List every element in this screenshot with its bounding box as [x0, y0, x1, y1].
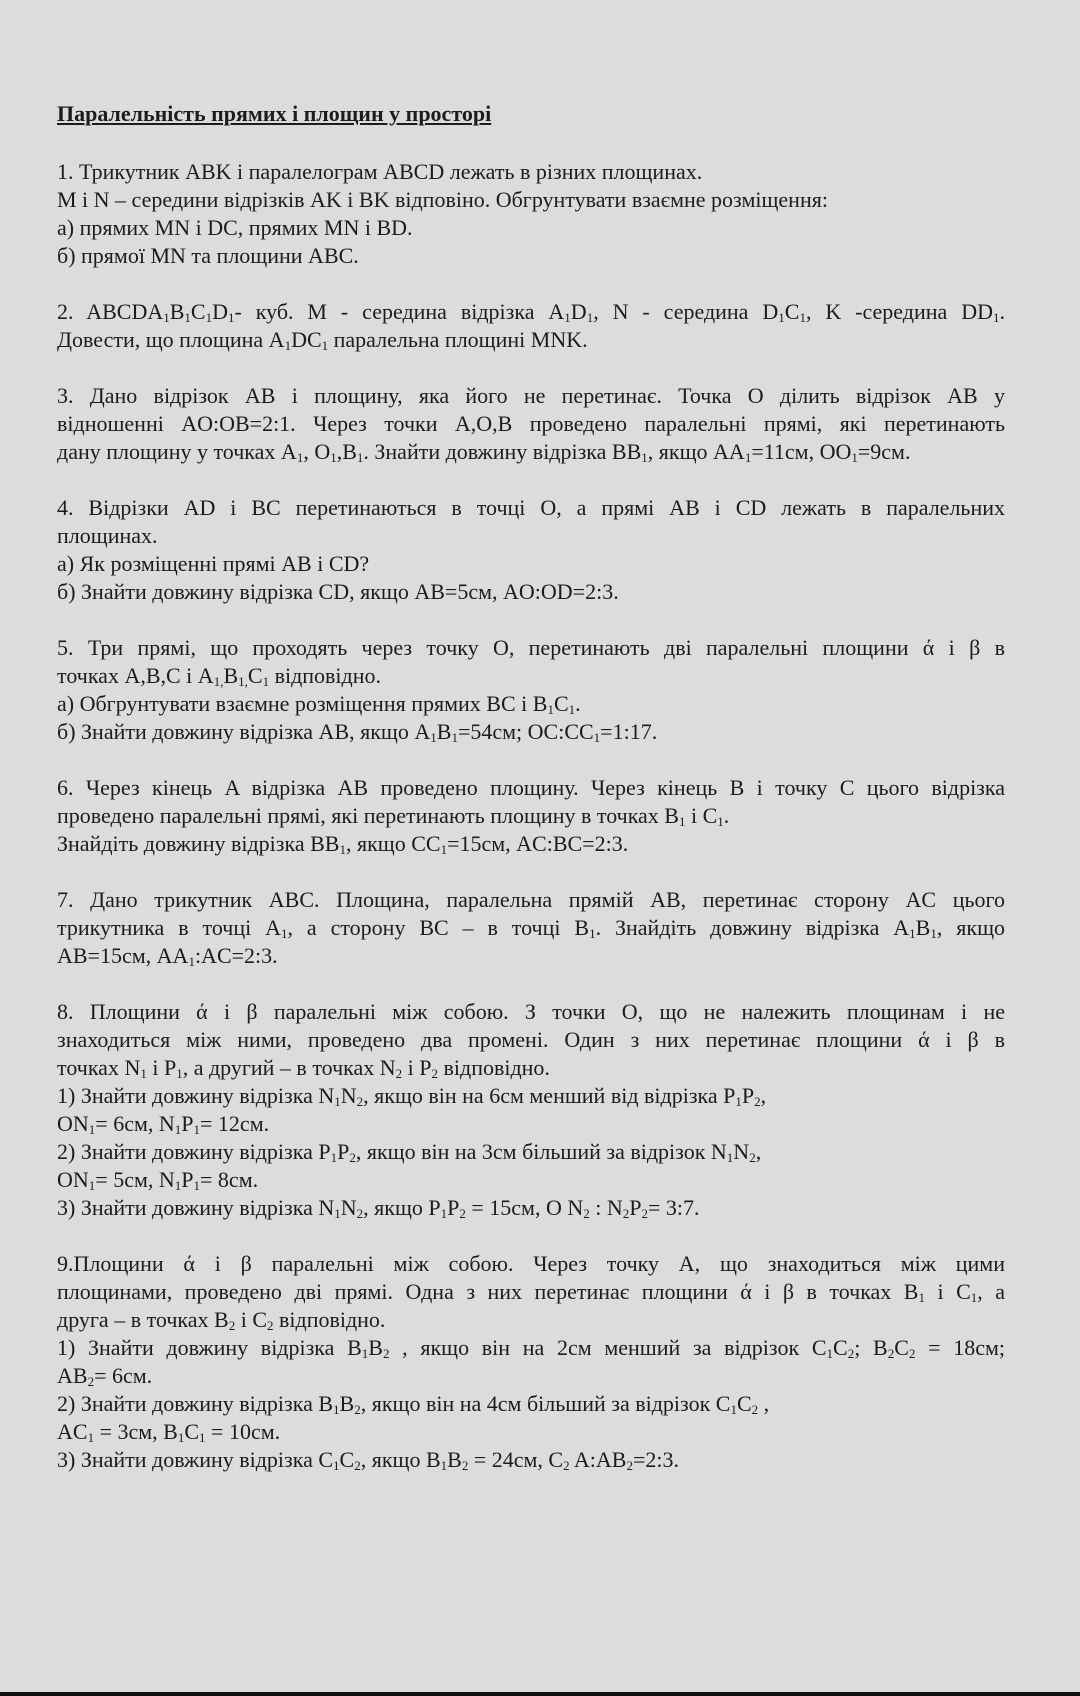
task-9: [57, 1250, 1005, 1474]
task-line: $AC_1 = 3см$, $B_1C_1 = 10см$.: [57, 1419, 281, 1445]
task-line: 3. Дано відрізок AB і площину, яка його не перетинає. Точка O ділить відрізок AB у: [57, 383, 1005, 408]
task-line: а) Обгрунтувати взаємне розміщення прямих BC і $B_1C_1$.: [57, 691, 581, 717]
task-line: 9.Площини ά і β паралельні між собою. Через точку A, що знаходиться між цими: [57, 1251, 1005, 1276]
task-line: 4. Відрізки AD і BC перетинаються в точці O, а прямі AB і CD лежать в паралельних: [57, 495, 1005, 520]
task-line: трикутника в точці $A_1$, а сторону BC – в точці $B_1$. Знайдіть довжину відрізка $A_1B_1$, якщо: [57, 915, 1006, 941]
task-4: [57, 494, 1005, 606]
task-5: [57, 634, 1005, 746]
task-line: б) Знайти довжину відрізка CD, якщо AB=5см, AO:OD=2:3.: [57, 579, 619, 604]
task-line: площинах.: [57, 523, 158, 548]
task-line: точках $N_1$ і $P_1$, а другий – в точках $N_2$ і $P_2$ відповідно.: [57, 1055, 550, 1081]
task-line: проведено паралельні прямі, які перетинають площину в точках $B_1$ і $C_1$.: [57, 803, 730, 829]
task-line: 1. Трикутник ABK і паралелограм ABCD лежать в різних площинах.: [57, 159, 703, 184]
task-1: [57, 158, 1005, 270]
task-8: [57, 998, 1005, 1222]
task-line: 2. $ABCDA_1B_1C_1D_1-$ куб. M - середина відрізка $A_1D_1$, N - середина $D_1C_1$, K -середина $DD_1$.: [57, 299, 1005, 325]
task-line: M і N – середини відрізків AK і BK відповіно. Обгрунтувати взаємне розміщення:: [57, 187, 828, 212]
document-page: [57, 100, 1005, 1502]
task-line: $ON_1= 5см$, $N_1P_1= 8см$.: [57, 1167, 259, 1193]
task-line: Знайдіть довжину відрізка $BB_1$, якщо $CC_1=15см$, AC:BC=2:3.: [57, 831, 629, 857]
task-line: 2) Знайти довжину відрізка $P_1P_2$, якщо він на 3см більший за відрізок $N_1N_2$,: [57, 1139, 762, 1165]
task-line: а) Як розміщенні прямі AB і CD?: [57, 551, 370, 576]
task-line: $ON_1= 6см$, $N_1P_1= 12см$.: [57, 1111, 270, 1137]
task-line: Довести, що площина $A_1DC_1$ паралельна площині MNK.: [57, 327, 588, 353]
task-2: [57, 298, 1005, 354]
task-line: $AB_2= 6см$.: [57, 1363, 153, 1389]
task-line: 1) Знайти довжину відрізка $B_1B_2$ , якщо він на 2см менший за відрізок $C_1C_2$; $B_2C_2 = 18см$;: [57, 1335, 1005, 1361]
task-line: 3) Знайти довжину відрізка $C_1C_2$, якщо $B_1B_2 = 24см$, $C_2$ $A:AB_2=2:3$.: [57, 1447, 679, 1473]
task-line: 6. Через кінець A відрізка AB проведено площину. Через кінець B і точку C цього відрізка: [57, 775, 1005, 800]
task-line: точках A,B,C і $A_{1,}B_{1,}C_1$ відповідно.: [57, 663, 381, 689]
task-line: б) Знайти довжину відрізка AB, якщо $A_1B_1=54см$; $OC:CC_1=1:17$.: [57, 719, 658, 745]
task-line: друга – в точках $B_2$ і $C_2$ відповідно.: [57, 1307, 386, 1333]
task-line: площинами, проведено дві прямі. Одна з них перетинає площини ά і β в точках $B_1$ і $C_1$, а: [57, 1279, 1006, 1305]
task-line: а) прямих MN і DC, прямих MN і BD.: [57, 215, 413, 240]
task-7: [57, 886, 1005, 970]
task-line: дану площину у точках $A_1$, $O_1,B_1$. Знайти довжину відрізка $BB_1$, якщо $AA_1=11см$, $OO_1=9см$.: [57, 439, 911, 465]
task-line: 5. Три прямі, що проходять через точку O, перетинають дві паралельні площини ά і β в: [57, 635, 1005, 660]
task-line: знаходиться між ними, проведено два промені. Один з них перетинає площини ά і β в: [57, 1027, 1005, 1052]
task-3: [57, 382, 1005, 466]
task-line: відношенні AO:OB=2:1. Через точки A,O,B проведено паралельні прямі, які перетинають: [57, 411, 1005, 436]
task-line: AB=15см, $AA_1:AC=2:3$.: [57, 943, 278, 969]
task-line: 1) Знайти довжину відрізка $N_1N_2$, якщо він на 6см менший від відрізка $P_1P_2$,: [57, 1083, 767, 1109]
task-line: 3) Знайти довжину відрізка $N_1N_2$, якщо $P_1P_2 = 15см$, O $N_2$ : $N_2P_2=$ 3:7.: [57, 1195, 700, 1221]
task-6: [57, 774, 1005, 858]
task-line: 8. Площини ά і β паралельні між собою. З точки O, що не належить площинам і не: [57, 999, 1005, 1024]
task-line: б) прямої MN та площини ABC.: [57, 243, 359, 268]
task-line: 7. Дано трикутник ABC. Площина, паралельна прямій AB, перетинає сторону AC цього: [57, 887, 1005, 912]
page-title: Паралельність прямих і площин у просторі: [57, 101, 492, 126]
task-line: 2) Знайти довжину відрізка $B_1B_2$, якщо він на 4см більший за відрізок $C_1C_2$ ,: [57, 1391, 770, 1417]
bottom-edge-bar: [0, 1692, 1080, 1696]
